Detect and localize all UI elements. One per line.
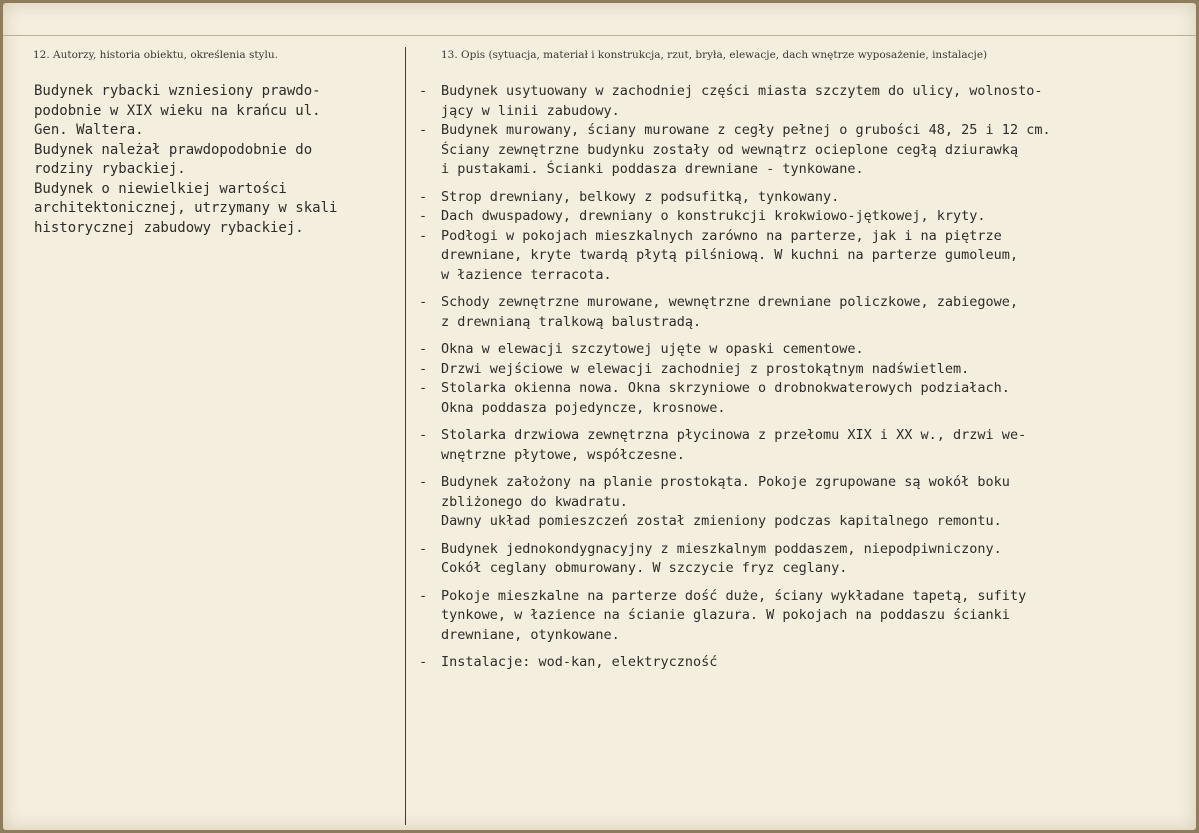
description-item [419, 121, 1199, 180]
text-line: i pustakami. Ścianki poddasza drewniane - tynkowane. [441, 161, 864, 177]
text-line: Stolarka drzwiowa zewnętrzna płycinowa z przełomu XIX i XX w., drzwi we- [441, 427, 1027, 443]
bullet-dash: - [419, 474, 428, 490]
bullet-dash: - [419, 83, 428, 99]
bullet-dash: - [419, 341, 428, 357]
text-line: zbliżonego do kwadratu. [441, 493, 628, 510]
text-line: Budynek należał prawdopodobnie do [34, 141, 313, 158]
description-item [419, 360, 1199, 380]
text-line: drewniane, kryte twardą płytą pilśniową. W kuchni na parterze gumoleum, [441, 247, 1019, 263]
text-line: Drzwi wejściowe w elewacji zachodniej z prostokątnym nadświetlem. [441, 360, 970, 377]
text-line: tynkowe, w łazience na ścianie glazura. W pokojach na poddaszu ścianki [441, 607, 1010, 623]
description-item [419, 473, 1199, 532]
bullet-dash: - [419, 227, 428, 244]
text-line: jący w linii zabudowy. [441, 102, 620, 119]
text-line: Okna w elewacji szczytowej ujęte w opaski cementowe. [441, 341, 864, 357]
text-line: Budynek jednokondygnacyjny z mieszkalnym poddaszem, niepodpiwniczony. [441, 540, 1002, 557]
text-line: Budynek o niewielkiej wartości [34, 180, 287, 197]
text-line: historycznej zabudowy rybackiej. [34, 219, 304, 236]
text-line: Instalacje: wod-kan, elektryczność [441, 654, 718, 670]
bullet-dash: - [419, 188, 428, 205]
text-line: drewniane, otynkowane. [441, 626, 620, 643]
description-item [419, 82, 1199, 121]
inventory-card [3, 3, 1196, 830]
text-line: Ściany zewnętrzne budynku zostały od wewnątrz ocieplone cegłą dziurawką [441, 141, 1019, 158]
bullet-dash: - [419, 427, 428, 443]
text-line: Podłogi w pokojach mieszkalnych zarówno na parterze, jak i na piętrze [441, 227, 1002, 244]
description-item [419, 426, 1199, 465]
bullet-dash: - [419, 122, 428, 138]
bullet-dash: - [419, 208, 428, 224]
text-line: podobnie w XIX wieku na krańcu ul. [34, 102, 321, 119]
text-line: Okna poddasza pojedyncze, krosnowe. [441, 399, 726, 416]
text-line: Gen. Waltera. [34, 122, 144, 138]
bullet-dash: - [419, 360, 428, 377]
bullet-dash: - [419, 380, 428, 396]
text-line: Budynek murowany, ściany murowane z cegły pełnej o grubości 48, 25 i 12 cm. [441, 122, 1051, 138]
section-12-header: 12. Autorzy, historia obiektu, określenia stylu. [33, 49, 278, 61]
column-divider [405, 47, 406, 825]
text-line: Budynek usytuowany w zachodniej części miasta szczytem do ulicy, wolnosto- [441, 83, 1043, 99]
bullet-dash: - [419, 654, 428, 670]
text-line: Pokoje mieszkalne na parterze dość duże, ściany wykładane tapetą, sufity [441, 587, 1027, 604]
section-13-header: 13. Opis (sytuacja, materiał i konstrukcja, rzut, bryła, elewacje, dach wnętrze wyposażenie, instalacje) [441, 49, 988, 61]
top-rule [3, 35, 1196, 36]
text-line: architektonicznej, utrzymany w skali [34, 200, 338, 216]
bullet-dash: - [419, 540, 428, 557]
text-line: wnętrzne płytowe, współczesne. [441, 446, 685, 463]
text-line: w łazience terracota. [441, 266, 612, 283]
section-12-text [34, 82, 404, 238]
description-item [419, 653, 1199, 673]
description-item [419, 227, 1199, 286]
description-item [419, 188, 1199, 208]
description-item [419, 540, 1199, 579]
text-line: Budynek założony na planie prostokąta. Pokoje zgrupowane są wokół boku [441, 474, 1010, 490]
description-item [419, 340, 1199, 360]
bullet-dash: - [419, 587, 428, 604]
text-line: Budynek rybacki wzniesiony prawdo- [34, 83, 321, 99]
section-13-text [419, 82, 1199, 673]
description-item [419, 293, 1199, 332]
text-line: Stolarka okienna nowa. Okna skrzyniowe o drobnokwaterowych podziałach. [441, 380, 1010, 396]
text-line: rodziny rybackiej. [34, 161, 186, 177]
description-item [419, 379, 1199, 418]
text-line: Cokół ceglany obmurowany. W szczycie fryz ceglany. [441, 560, 848, 576]
description-item [419, 207, 1199, 227]
text-line: Strop drewniany, belkowy z podsufitką, tynkowany. [441, 188, 840, 205]
description-item [419, 587, 1199, 646]
bullet-dash: - [419, 294, 428, 310]
text-line: Schody zewnętrzne murowane, wewnętrzne drewniane policzkowe, zabiegowe, [441, 294, 1019, 310]
text-line: Dach dwuspadowy, drewniany o konstrukcji krokwiowo-jętkowej, kryty. [441, 208, 986, 224]
text-line: z drewnianą tralkową balustradą. [441, 313, 702, 330]
text-line: Dawny układ pomieszczeń został zmieniony podczas kapitalnego remontu. [441, 513, 1002, 529]
